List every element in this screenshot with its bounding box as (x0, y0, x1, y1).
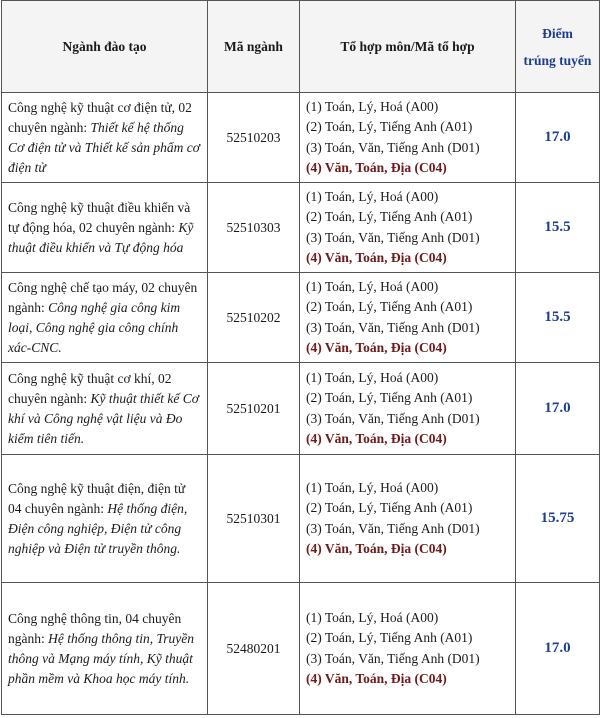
combo-3: (3) Toán, Văn, Tiếng Anh (D01) (306, 650, 480, 666)
combos-cell (300, 183, 516, 273)
major-name: Công nghệ kỹ thuật điều khiển và tự động hóa, 02 chuyên ngành: (8, 199, 191, 235)
header-row (2, 1, 600, 93)
combo-3: (3) Toán, Văn, Tiếng Anh (D01) (306, 319, 480, 335)
table-row (2, 93, 600, 183)
combos-cell (300, 93, 516, 183)
major-name: Công nghệ kỹ thuật cơ khí, 02 chuyên ngành: (8, 370, 172, 406)
header-code: Mã ngành (208, 1, 300, 93)
major-cell (2, 273, 208, 363)
combo-4: (4) Văn, Toán, Địa (C04) (306, 431, 447, 446)
header-score (516, 1, 600, 93)
header-score-line1: Điểm (542, 25, 573, 41)
combo-3: (3) Toán, Văn, Tiếng Anh (D01) (306, 229, 480, 245)
combo-1: (1) Toán, Lý, Hoá (A00) (306, 188, 439, 204)
major-name: Công nghệ kỹ thuật cơ điện tử, 02 chuyên ngành: (8, 99, 192, 135)
major-code: 52510203 (208, 93, 300, 183)
combos-cell (300, 583, 516, 715)
combo-3: (3) Toán, Văn, Tiếng Anh (D01) (306, 139, 480, 155)
combo-4: (4) Văn, Toán, Địa (C04) (306, 340, 447, 355)
table-row (2, 455, 600, 583)
admission-score: 17.0 (516, 583, 600, 715)
combo-4: (4) Văn, Toán, Địa (C04) (306, 250, 447, 265)
major-code: 52510301 (208, 455, 300, 583)
combo-2: (2) Toán, Lý, Tiếng Anh (A01) (306, 500, 473, 515)
combos-cell (300, 273, 516, 363)
combo-1: (1) Toán, Lý, Hoá (A00) (306, 278, 439, 294)
admission-score: 15.75 (516, 455, 600, 583)
major-specializations: Kỹ thuật thiết kế Cơ khí và Công nghệ vật liệu và Đo kiểm tiên tiến. (8, 390, 199, 446)
admission-score: 17.0 (516, 363, 600, 455)
admission-score-table (1, 0, 600, 715)
major-specializations: Công nghệ gia công kim loại, Công nghệ gia công chính xác-CNC. (8, 299, 181, 355)
header-combos: Tổ hợp môn/Mã tổ hợp (300, 1, 516, 93)
major-cell (2, 583, 208, 715)
combo-1: (1) Toán, Lý, Hoá (A00) (306, 609, 439, 625)
table-row (2, 583, 600, 715)
combo-1: (1) Toán, Lý, Hoá (A00) (306, 98, 439, 114)
major-specializations: Kỹ thuật điều khiển và Tự động hóa (8, 219, 194, 255)
major-code: 52480201 (208, 583, 300, 715)
combo-2: (2) Toán, Lý, Tiếng Anh (A01) (306, 390, 473, 405)
major-code: 52510201 (208, 363, 300, 455)
table-row (2, 183, 600, 273)
admission-score: 17.0 (516, 93, 600, 183)
major-cell (2, 93, 208, 183)
major-code: 52510202 (208, 273, 300, 363)
major-name: Công nghệ kỹ thuật điện, điện tử 04 chuyên ngành: (8, 480, 186, 516)
combo-4: (4) Văn, Toán, Địa (C04) (306, 541, 447, 556)
major-specializations: Thiết kế hệ thống Cơ điện tử và Thiết kế sản phẩm cơ điện tử (8, 119, 200, 175)
combo-4: (4) Văn, Toán, Địa (C04) (306, 160, 447, 175)
table-row (2, 363, 600, 455)
major-cell (2, 363, 208, 455)
table-row (2, 273, 600, 363)
major-specializations: Hệ thống thông tin, Truyền thông và Mạng máy tính, Kỹ thuật phần mềm và Khoa học máy tính. (8, 630, 194, 686)
combo-2: (2) Toán, Lý, Tiếng Anh (A01) (306, 630, 473, 645)
major-cell (2, 455, 208, 583)
combo-1: (1) Toán, Lý, Hoá (A00) (306, 479, 439, 495)
combo-2: (2) Toán, Lý, Tiếng Anh (A01) (306, 299, 473, 314)
combo-3: (3) Toán, Văn, Tiếng Anh (D01) (306, 520, 480, 536)
combos-cell (300, 363, 516, 455)
admission-score: 15.5 (516, 273, 600, 363)
header-score-line2: trúng tuyển (523, 52, 592, 68)
major-code: 52510303 (208, 183, 300, 273)
combo-2: (2) Toán, Lý, Tiếng Anh (A01) (306, 209, 473, 224)
combo-4: (4) Văn, Toán, Địa (C04) (306, 671, 447, 686)
major-cell (2, 183, 208, 273)
combos-cell (300, 455, 516, 583)
major-name: Công nghệ chế tạo máy, 02 chuyên ngành: (8, 279, 198, 315)
major-name: Công nghệ thông tin, 04 chuyên ngành: (8, 610, 182, 646)
admission-score: 15.5 (516, 183, 600, 273)
combo-2: (2) Toán, Lý, Tiếng Anh (A01) (306, 119, 473, 134)
major-specializations: Hệ thống điện, Điện công nghiệp, Điện tử công nghiệp và Điện tử truyền thông. (8, 500, 188, 556)
combo-3: (3) Toán, Văn, Tiếng Anh (D01) (306, 410, 480, 426)
combo-1: (1) Toán, Lý, Hoá (A00) (306, 369, 439, 385)
header-major: Ngành đào tạo (2, 1, 208, 93)
